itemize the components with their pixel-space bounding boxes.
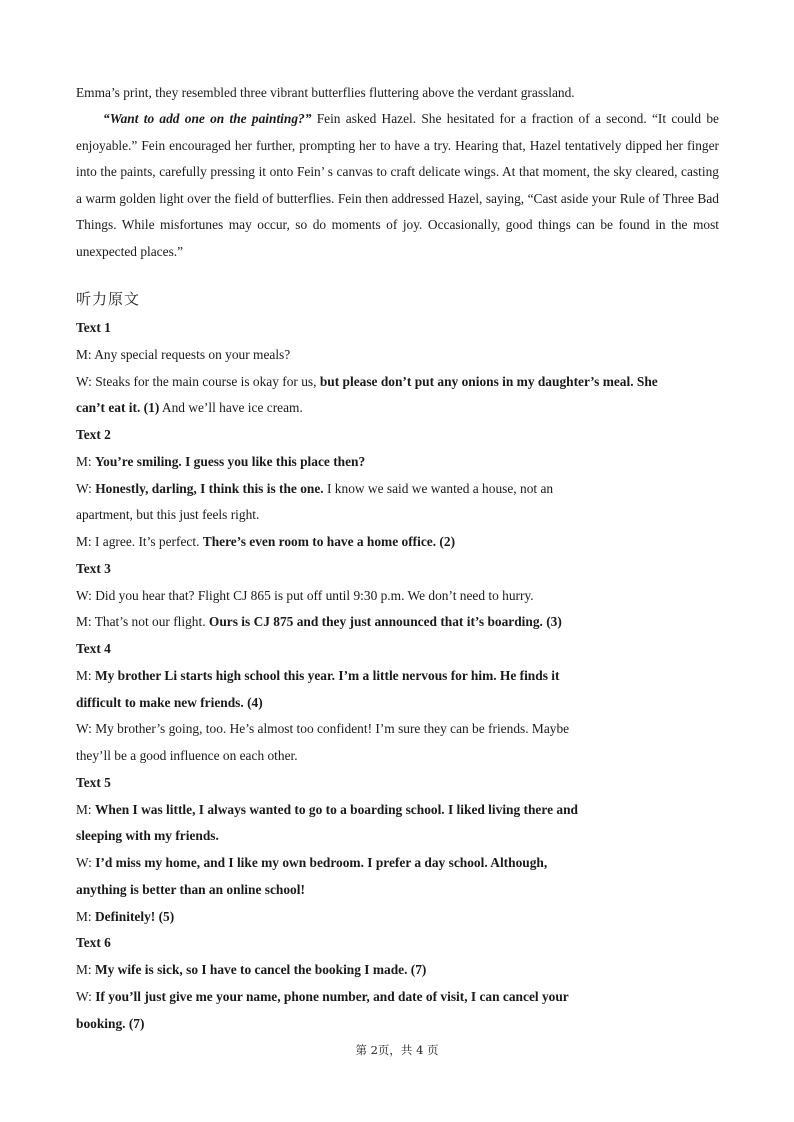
text-1-label: Text 1: [76, 320, 111, 335]
text-5-line-1: [76, 797, 636, 824]
text-6-line-3: [76, 1011, 636, 1038]
text-5-label: Text 5: [76, 774, 111, 790]
text-2-line-2-plain: I know we said we wanted a house, not an: [323, 480, 554, 496]
story-paragraph-2-text: Fein asked Hazel. She hesitated for a fraction of a second. “It could be enjoyable.” Fein encouraged her further, prompting her to have a try. Hearing that, Hazel tentatively dipped her finger into the paints, carefully pressing it onto Fein’ s canvas to craft delicate wings. At that moment, the sky cleared, casting a warm golden light over the field of butterflies. Fein then addressed Hazel, saying, “Cast aside your Rule of Three Bad Things. While misfortunes may occur, so do moments of joy. Occasionally, good things can be found in the most unexpected places.”: [76, 111, 720, 259]
text-2-line-1-bold: You’re smiling. I guess you like this place then?: [94, 453, 366, 469]
text-2-line-4-plain: M: I agree. It’s perfect.: [76, 534, 203, 549]
speaker-m: M:: [76, 667, 95, 683]
text-4-line-2: [76, 690, 636, 717]
text-2-line-1: [76, 449, 636, 476]
text-5-line-4-bold: anything is better than an online school!: [76, 881, 305, 897]
story-paragraph-2: [76, 106, 719, 266]
text-1-line-2-bold: but please don’t put any onions in my daughter’s meal. She: [319, 373, 658, 389]
speaker-m: M:: [76, 801, 95, 817]
text-6-line-2-bold: If you’ll just give me your name, phone number, and date of visit, I can cancel your: [95, 988, 569, 1004]
text-1-line-3: [76, 395, 636, 422]
text-6-label: Text 6: [76, 935, 111, 951]
text-5-line-5: [76, 904, 636, 931]
story-paragraph-1: [76, 80, 719, 107]
text-2-label: Text 2: [76, 427, 111, 442]
text-4-line-1: [76, 663, 636, 690]
page-footer-page-number: 第 2页，共 4 页: [355, 1043, 439, 1057]
text-5-line-2: [76, 823, 636, 850]
section-heading-listening-transcript: 听力原文: [76, 290, 141, 308]
speaker-m: M:: [76, 908, 95, 924]
speaker-w: W:: [76, 480, 96, 496]
text-1-line-1: M: Any special requests on your meals?: [76, 346, 291, 362]
text-5-line-4: [76, 877, 636, 904]
text-5-line-5-bold: Definitely! (5): [94, 908, 175, 924]
text-4-line-3: W: My brother’s going, too. He’s almost too confident! I’m sure they can be friends. Maybe: [76, 721, 570, 737]
text-4-label: Text 4: [76, 641, 111, 656]
text-5-line-3-bold: I’d miss my home, and I like my own bedroom. I prefer a day school. Although,: [95, 855, 548, 870]
text-2-line-2-bold: Honestly, darling, I think this is the one.: [95, 480, 324, 496]
text-6-line-1-bold: My wife is sick, so I have to cancel the booking I made. (7): [94, 962, 427, 977]
text-6-line-1: [76, 957, 636, 984]
text-3-line-2-plain: M: That’s not our flight.: [76, 614, 209, 630]
text-6-line-2: [76, 984, 636, 1011]
text-4-line-4: they’ll be a good influence on each other.: [76, 748, 298, 763]
text-5-line-2-bold: sleeping with my friends.: [76, 828, 219, 844]
text-5-line-1-bold: When I was little, I always wanted to go to a boarding school. I liked living there and: [94, 801, 578, 817]
text-4-line-1-bold: My brother Li starts high school this year. I’m a little nervous for him. He finds it: [94, 667, 560, 683]
text-2-line-2: [76, 476, 636, 503]
story-paragraph-1-text: Emma’s print, they resembled three vibrant butterflies fluttering above the verdant grassland.: [76, 85, 575, 100]
speaker-m: M:: [76, 453, 95, 469]
text-6-line-3-bold: booking. (7): [76, 1015, 145, 1031]
text-2-line-4-bold: There’s even room to have a home office. (2): [202, 534, 456, 549]
speaker-m: M:: [76, 962, 95, 977]
speaker-w: W:: [76, 855, 96, 870]
text-5-line-3: [76, 850, 636, 877]
text-1-line-3-bold: can’t eat it. (1): [76, 400, 160, 416]
text-1-line-2-plain: W: Steaks for the main course is okay for us,: [76, 373, 320, 389]
story-question: “Want to add one on the painting?”: [103, 111, 312, 126]
text-3-label: Text 3: [76, 560, 111, 576]
text-3-line-2: [76, 609, 636, 636]
text-2-line-3: apartment, but this just feels right.: [76, 507, 260, 523]
text-1-line-3-plain: And we’ll have ice cream.: [159, 400, 303, 416]
text-1-line-2: [76, 369, 658, 396]
text-3-line-1: W: Did you hear that? Flight CJ 865 is put off until 9:30 p.m. We don’t need to hurry.: [76, 587, 534, 603]
text-4-line-2-bold: difficult to make new friends. (4): [76, 694, 263, 710]
text-3-line-2-bold: Ours is CJ 875 and they just announced that it’s boarding. (3): [208, 614, 562, 630]
text-2-line-4: [76, 529, 636, 556]
speaker-w: W:: [76, 988, 96, 1004]
listening-transcript: [76, 315, 658, 1037]
